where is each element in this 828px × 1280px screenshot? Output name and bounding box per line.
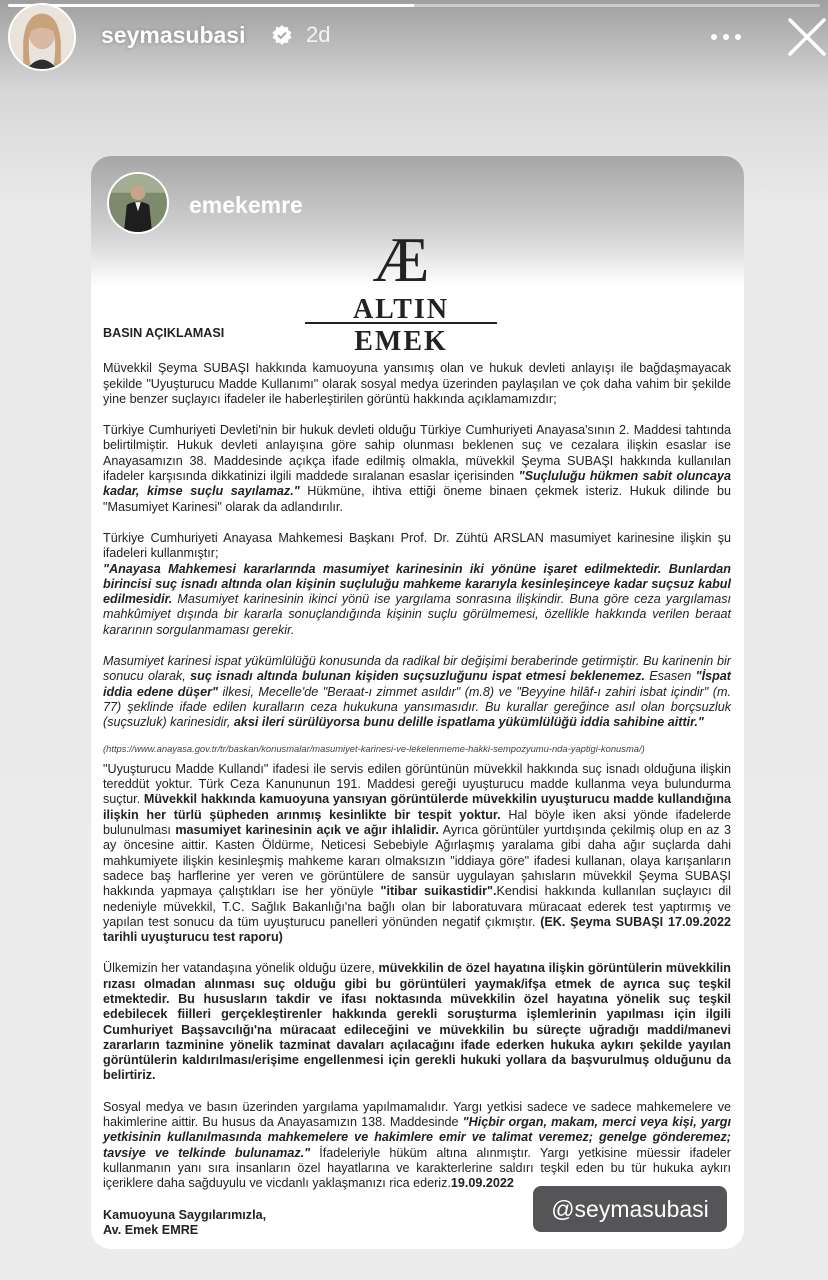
shared-post-username[interactable]: emekemre bbox=[189, 192, 303, 218]
paragraph-4: Masumiyet karinesi ispat yükümlülüğü konusunda da radikal bir değişimi beraberinde getirmiştir. Bu karinenin bir sonucu olarak, suç isnadı altında bulunan kişiden suçsuzluğunu ispat etmesi beklenemez. Esasen "İspat iddia edene düşer" ilkesi, Mecelle'de "Beraat-ı zimmet asıldır" (m.8) ve "Beyyine hilâf-ı zahiri isbat içindir" (m. 77) şeklinde ifade edilen kuralların ceza hukukuna yansımasıdır. Bu kurallar gereğince asıl olan borçsuzluk (suçsuzluk) karinesidir, aksi ileri sürülüyorsa bunu delille ispatlama yükümlülüğü iddia sahibine aittir." bbox=[103, 654, 731, 730]
paragraph-6: Ülkemizin her vatandaşına yönelik olduğu üzere, müvekkilin de özel hayatına ilişkin görüntülerin müvekkilin rızası olmadan alınması suç olduğu gibi bu görüntüleri yaymak/ifşa etmek de ayrıca suç teşkil etmektedir. Bu hususların takdir ve ifası noktasında müvekkilin özel hayatına yönelik suç teşkil edebilecek fiilleri gerçekleştirenler hakkında gerekli soruşturma işlemlerinin yapılması için ilgili Cumhuriyet Başsavcılığı'na müracaat edileceğini ve müvekkilin bu süreçte uğradığı maddi/manevi zararların tazminine yönelik tazminat davaları açılacağını ifade ederken hukuka aykırı şekilde yayılan görüntülerin kaldırılması/erişime engellenmesi için gerekli hukuki yollara da başvurulmuş olduğunu da belirtiriz. bbox=[103, 961, 731, 1083]
paragraph-5: "Uyuşturucu Madde Kullandı" ifadesi ile servis edilen görüntünün müvekkil hakkında suç isnadı olduğuna ilişkin tereddüt yoktur. Türk Ceza Kanununun 191. Maddesi gereği uyuşturucu madde kullanma veya bulundurma suçtur. Müvekkil hakkında kamuoyuna yansıyan görüntülerde müvekkilin uyuşturucu madde kullandığına ilişkin her türlü şüpheden arınmış kesinlikte bir tespit yoktur. Hal böyle iken aksi yönde ifadelerde bulunulması masumiyet karinesinin açık ve ağır ihlalidir. Ayrıca görüntüler yurtdışında çekilmiş olup en az 3 ay öncesine aittir. Kasten Öldürme, Neticesi Sebebiyle Ağırlaşmış yaralama gibi daha ağır suçlarda dahi mahkumiyete ilişkin kesinleşmiş mahkeme kararı olmaksızın "iddiaya göre" ifadesi kullanan, olaya karışanların sadece baş harflerine yer veren ve görüntülere de sansür uygulayan şahısların müvekkil Şeyma SUBAŞI hakkında yapmaya çalıştıkları ise her yönüyle "itibar suikastidir".Kendisi hakkında kullanılan suçlayıcı dil nedeniyle müvekkil, T.C. Sağlık Bakanlığı'na bağlı olan bir laboratuvara müracaat ederek test yaptırmış ve yapılan test sonucu da tüm uyuşturucu panelleri yönünden negatif çıkmıştır. (EK. Şeyma SUBAŞI 17.09.2022 tarihli uyuşturucu test raporu) bbox=[103, 761, 731, 945]
paragraph-3: Türkiye Cumhuriyeti Anayasa Mahkemesi Başkanı Prof. Dr. Zühtü ARSLAN masumiyet karinesine ilişkin şu ifadeleri kullanmıştır; "Anayasa Mahkemesi kararlarında masumiyet karinesinin iki yönüne işaret edilmektedir. Bunlardan birincisi suç isnadı altında olan kişinin suçluluğu mahkeme kararıyla kesinleşinceye kadar suçsuz kabul edilmesidir. Masumiyet karinesinin ikinci yönü ise yargılama sonrasına ilişkindir. Buna göre ceza yargılaması mahkûmiyet dışında bir kararla sonuçlandığında kişinin suçlu görülmemesi, özellikle hakkında verilen beraat kararının sorgulanmaması gerekir. bbox=[103, 530, 731, 637]
press-release-document bbox=[103, 326, 731, 1238]
story-time: 2d bbox=[306, 22, 331, 47]
shared-post-avatar[interactable] bbox=[107, 172, 169, 234]
logo-text: ALTIN EMEK bbox=[352, 294, 450, 357]
close-icon[interactable] bbox=[787, 16, 827, 58]
altin-emek-logo bbox=[303, 221, 499, 357]
signature-greeting: Kamuoyuna Saygılarımızla, bbox=[103, 1207, 267, 1222]
mention-sticker[interactable]: @seymasubasi bbox=[533, 1186, 727, 1232]
logo-mark: Æ bbox=[372, 224, 430, 295]
story-username[interactable]: seymasubasi bbox=[101, 22, 246, 48]
signature-name: Av. Emek EMRE bbox=[103, 1222, 199, 1237]
source-url: (https://www.anayasa.gov.tr/tr/baskan/konusmalar/masumiyet-karinesi-ve-lekelenmeme-hakki-sempozyumu-nda-yaptigi-konusma/) bbox=[103, 742, 645, 754]
paragraph-7: Sosyal medya ve basın üzerinden yargılama yapılmamalıdır. Yargı yetkisi sadece ve sadece mahkemelere ve hakimlerine aittir. Bu husus da Anayasamızın 138. Maddesinde "Hiçbir organ, makam, merci veya kişi, yargı yetkisinin kullanılmasında mahkemelere ve hakimlere emir ve talimat veremez; genelge gönderemez; tavsiye ve telkinde bulunamaz." İfadeleriyle hüküm altına alınmıştır. Yargı yetkisine müessir ifadeler kullanmanın yanı sıra insanların özel hayatlarına ve karakterlerine saldırı teşkil eden bu tür hukuka aykırı içeriklere daha sağduyulu ve vicdanlı yaklaşmanızı rica ederiz.19.09.2022 bbox=[103, 1099, 731, 1191]
avatar-photo bbox=[109, 174, 167, 232]
shared-post-card[interactable] bbox=[91, 156, 744, 1249]
more-options-icon[interactable] bbox=[706, 22, 746, 52]
paragraph-2: Türkiye Cumhuriyeti Devleti'nin bir hukuk devleti olduğu Türkiye Cumhuriyeti Anayasa'sının 2. Maddesi tahtında belirtilmiştir. Hukuk devleti anlayışına göre sahip olunması beklenen suç ve cezalara ilişkin esaslar ise Anayasamızın 38. Maddesinde açıkça ifade edilmiş olmakla, müvekkil Şeyma SUBAŞI hakkında kullanılan ifadeler karşısında dikkatinizi ilgili maddede sıralanan esaslar içerisinden "Suçluluğu hükmen sabit oluncaya kadar, kimse suçlu sayılamaz." Hükmüne, ihtiva ettiği öneme binaen çekmek isteriz. Hukuk dilinde bu "Masumiyet Karinesi" olarak da adlandırılır. bbox=[103, 423, 732, 514]
story-header bbox=[0, 0, 828, 80]
avatar[interactable] bbox=[8, 3, 76, 71]
paragraph-1: Müvekkil Şeyma SUBAŞI hakkında kamuoyuna yansımış olan ve hukuk devleti anlayışı ile bağdaşmayacak şekilde "Uyuşturucu Madde Kullanımı" olarak sosyal medya üzerinden paylaşılan ve çok daha vahim bir şekilde yine benzer suçlayıcı ifadeler ile haberleştirilen görüntü hakkında açıklamamızdır; bbox=[103, 361, 731, 406]
verified-badge-icon bbox=[272, 25, 292, 45]
document-title: BASIN AÇIKLAMASI bbox=[103, 326, 225, 340]
avatar-photo bbox=[10, 5, 74, 69]
